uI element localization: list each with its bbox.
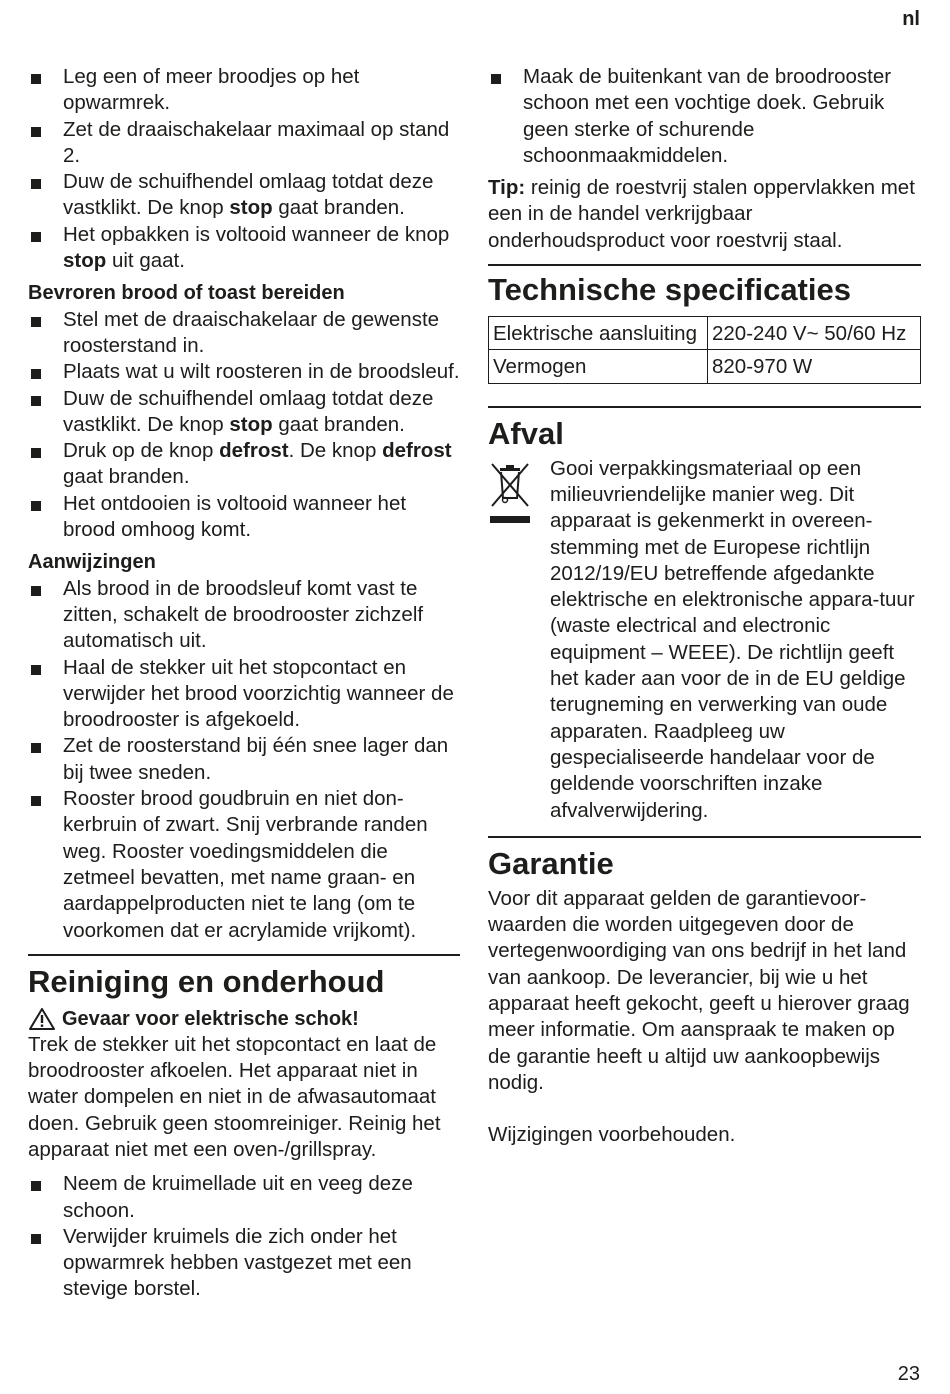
hints-heading: Aanwijzingen [28,551,156,574]
list-item: Rooster brood goudbruin en niet don-kerbruin of zwart. Snij verbrande randen weg. Rooster voedingsmiddelen die zetmeel bevatten, met name graan- en aardappelproducten niet te lang (om te voorkomen dat er acrylamide vrijkomt). [28,786,460,944]
list-item: Duw de schuifhendel omlaag totdat deze vastklikt. De knop stop gaat branden. [28,169,460,222]
page-number: 23 [897,1363,920,1385]
list-item: Zet de draaischakelaar maximaal op stand 2. [28,117,460,170]
cleaning-title: Reiniging en onderhoud [28,963,385,999]
hints-list [28,576,460,944]
frozen-list [28,307,460,544]
table-row [489,350,921,383]
frozen-heading: Bevroren brood of toast bereiden [28,282,345,305]
specs-table [488,316,921,384]
spec-label: Elektrische aansluiting [489,317,708,350]
language-code: nl [902,8,920,30]
section-divider [28,954,460,956]
list-item: Stel met de draaischakelaar de gewenste roosterstand in. [28,307,460,360]
left-column [28,64,460,1303]
afval-text: Gooi verpakkingsmateriaal op een milieuvriendelijke manier weg. Dit apparaat is gekenmerkt in overeen-stemming met de Europese richtlijn 2012/19/EU betreffende afgedankte elektrische en elektronische appara-tuur (waste electrical and electronic equipment – WEEE). De richtlijn geeft het kader aan voor de in de EU geldige terugneming en verwerking van oude apparaten. Raadpleeg uw gespecialiseerde handelaar voor de geldende voorschriften inzake afvalverwijdering. [550,456,915,822]
afval-title: Afval [488,415,564,451]
list-item: Neem de kruimellade uit en veeg deze schoon. [28,1171,460,1224]
list-item: Zet de roosterstand bij één snee lager dan bij twee sneden. [28,733,460,786]
spec-value: 220-240 V~ 50/60 Hz [708,317,921,350]
right-column [488,64,921,1149]
intro-list [28,64,460,274]
list-item: Maak de buitenkant van de broodrooster schoon met een vochtige doek. Gebruik geen sterke of schurende schoonmaakmiddelen. [488,64,921,169]
garantie-title: Garantie [488,845,614,881]
cleaning-list-continued [488,64,921,169]
cleaning-text: Trek de stekker uit het stopcontact en laat de broodrooster afkoelen. Het apparaat niet in water dompelen en niet in de afwasautomaat doen. Gebruik geen stoomreiniger. Reinig het apparaat niet met een oven-/grillspray. [28,1032,441,1161]
weee-bin-icon [488,456,550,824]
spec-label: Vermogen [489,350,708,383]
list-item: Het ontdooien is voltooid wanneer het brood omhoog komt. [28,491,460,544]
list-item: Leg een of meer broodjes op het opwarmrek. [28,64,460,117]
table-row [489,317,921,350]
list-item: Duw de schuifhendel omlaag totdat deze vastklikt. De knop stop gaat branden. [28,386,460,439]
specs-title: Technische specificaties [488,272,851,308]
section-divider [488,836,921,838]
garantie-text: Voor dit apparaat gelden de garantievoor-waarden die worden uitgegeven door de vertegenwoordiging van ons bedrijf in het land van aankoop. De leverancier, bij wie u het apparaat heeft gekocht, geeft u hierover graag meer informatie. Om aanspraak te maken op de garantie heeft u altijd uw aankoopbewijs nodig. [488,886,910,1094]
tip-label: Tip: [488,176,526,200]
garantie-note: Wijzigingen voorbehouden. [488,1123,736,1147]
tip-paragraph: Tip: reinig de roestvrij stalen oppervlakken met een in de handel verkrijgbaar onderhoudsproduct voor roestvrij staal. [488,176,915,252]
list-item: Als brood in de broodsleuf komt vast te zitten, schakelt de broodrooster zichzelf automatisch uit. [28,576,460,655]
warning-triangle-icon [28,1007,56,1031]
warning-line [28,1006,460,1032]
list-item: Druk op de knop defrost. De knop defrost gaat branden. [28,438,460,491]
list-item: Haal de stekker uit het stopcontact en verwijder het brood voorzichtig wanneer de broodrooster is afgekoeld. [28,655,460,734]
cleaning-list [28,1171,460,1302]
warning-text: Gevaar voor elektrische schok! [62,1007,359,1030]
section-divider [488,406,921,408]
section-divider [488,264,921,266]
afval-block [488,456,921,824]
list-item: Het opbakken is voltooid wanneer de knop stop uit gaat. [28,222,460,275]
spec-value: 820-970 W [708,350,921,383]
list-item: Verwijder kruimels die zich onder het opwarmrek hebben vastgezet met een stevige borstel. [28,1224,460,1303]
list-item: Plaats wat u wilt roosteren in de broodsleuf. [28,359,460,385]
